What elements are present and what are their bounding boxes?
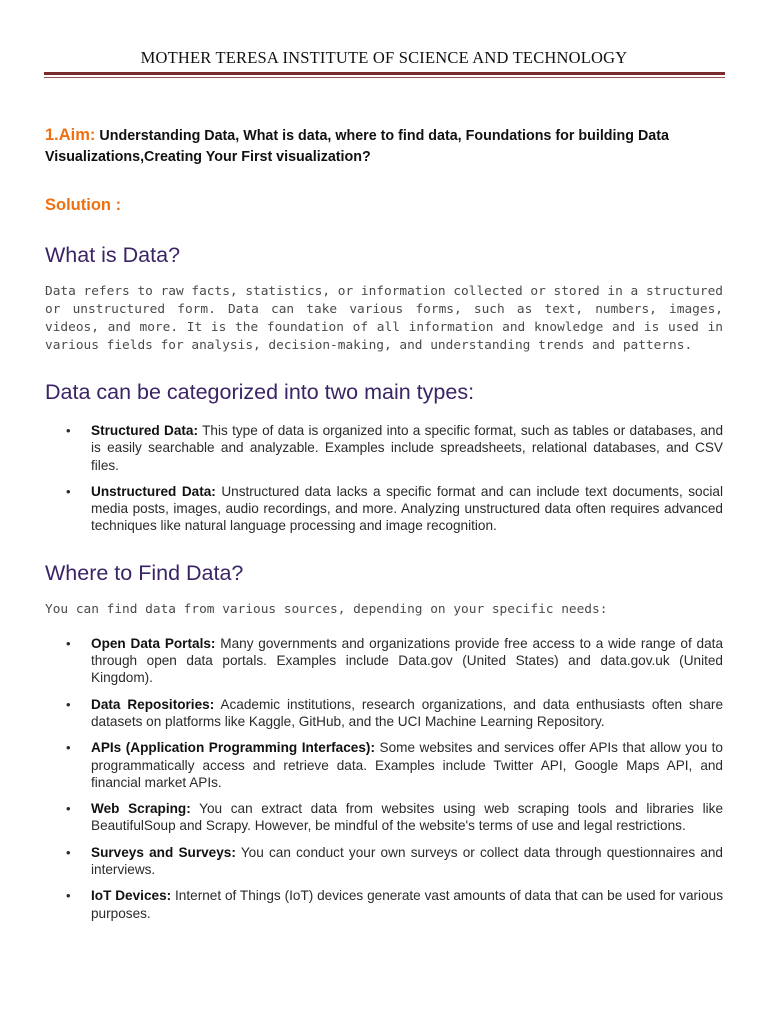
bullet-icon: • <box>66 635 71 651</box>
term: APIs (Application Programming Interfaces): <box>91 740 375 756</box>
what-is-data-paragraph: Data refers to raw facts, statistics, or information collected or stored in a structured or unstructured form. Data can take various forms, such as text, numbers, images, videos, and more. It is the foundation of all information and knowledge and is used in various fields for analysis, decision-making, and understanding trends and patterns. <box>45 284 723 353</box>
term: IoT Devices: <box>91 888 172 904</box>
term: Surveys and Surveys: <box>91 844 236 860</box>
description: Internet of Things (IoT) devices generate vast amounts of data that can be used for various purposes. <box>91 888 723 921</box>
description: You can conduct your own surveys or collect data through questionnaires and interviews. <box>91 844 723 878</box>
data-sources-list <box>45 635 723 922</box>
solution-label: Solution : <box>45 196 122 214</box>
header-rule-thin <box>44 77 725 78</box>
description: Some websites and services offer APIs that allow you to programmatically access and retrieve data. Examples include Twitter API, Google Maps API, and financial market APIs. <box>91 740 723 790</box>
data-types-list <box>45 422 723 535</box>
description: Many governments and organizations provide free access to a wide range of data through open data portals. Examples include Data.gov (United States) and data.gov.uk (United Kingdom). <box>91 635 724 686</box>
list-item-web-scraping <box>45 800 723 835</box>
bullet-icon: • <box>66 423 71 438</box>
term: Data Repositories: <box>91 696 215 712</box>
list-item-surveys <box>45 844 723 879</box>
term: Structured Data: <box>91 423 199 438</box>
term: Unstructured Data: <box>91 483 216 499</box>
list-item-iot-devices <box>45 887 723 922</box>
term: Open Data Portals: <box>91 635 216 651</box>
list-item-open-data-portals <box>45 635 723 687</box>
description: You can extract data from websites using web scraping tools and libraries like BeautifulSoup and Scrapy. However, be mindful of the website's terms of use and legal restrictions. <box>91 801 723 834</box>
where-intro-paragraph: You can find data from various sources, depending on your specific needs: <box>45 601 608 617</box>
header-rule-thick <box>44 72 725 75</box>
bullet-icon: • <box>66 801 71 817</box>
institute-header: MOTHER TERESA INSTITUTE OF SCIENCE AND TECHNOLOGY <box>140 48 628 67</box>
term: Web Scraping: <box>91 801 191 817</box>
bullet-icon: • <box>66 740 71 756</box>
aim-statement <box>45 125 723 168</box>
description: Academic institutions, research organizations, and data enthusiasts often share datasets on platforms like Kaggle, GitHub, and the UCI Machine Learning Repository. <box>91 696 723 729</box>
bullet-icon: • <box>66 483 71 499</box>
aim-label: 1.Aim: <box>45 126 96 144</box>
description: This type of data is organized into a specific format, such as tables or databases, and is easily searchable and analyzable. Examples include spreadsheets, relational databases, and CSV files. <box>91 423 724 473</box>
aim-text: Understanding Data, What is data, where to find data, Foundations for building Data Visualizations,Creating Your First visualization? <box>45 128 669 165</box>
heading-where-to-find-data: Where to Find Data? <box>45 560 244 585</box>
document-body <box>45 118 723 922</box>
list-item-apis <box>45 739 723 791</box>
list-item-data-repositories <box>45 696 723 731</box>
list-item-structured-data <box>45 422 723 474</box>
bullet-icon: • <box>66 844 71 860</box>
list-item-unstructured-data <box>45 483 723 535</box>
description: Unstructured data lacks a specific format and can include text documents, social media posts, images, audio recordings, and more. Analyzing unstructured data often requires advanced techniques like natural language processing and image recognition. <box>91 483 723 534</box>
heading-data-types: Data can be categorized into two main types: <box>45 380 475 404</box>
bullet-icon: • <box>66 888 71 904</box>
heading-what-is-data: What is Data? <box>45 243 181 267</box>
bullet-icon: • <box>66 696 71 712</box>
